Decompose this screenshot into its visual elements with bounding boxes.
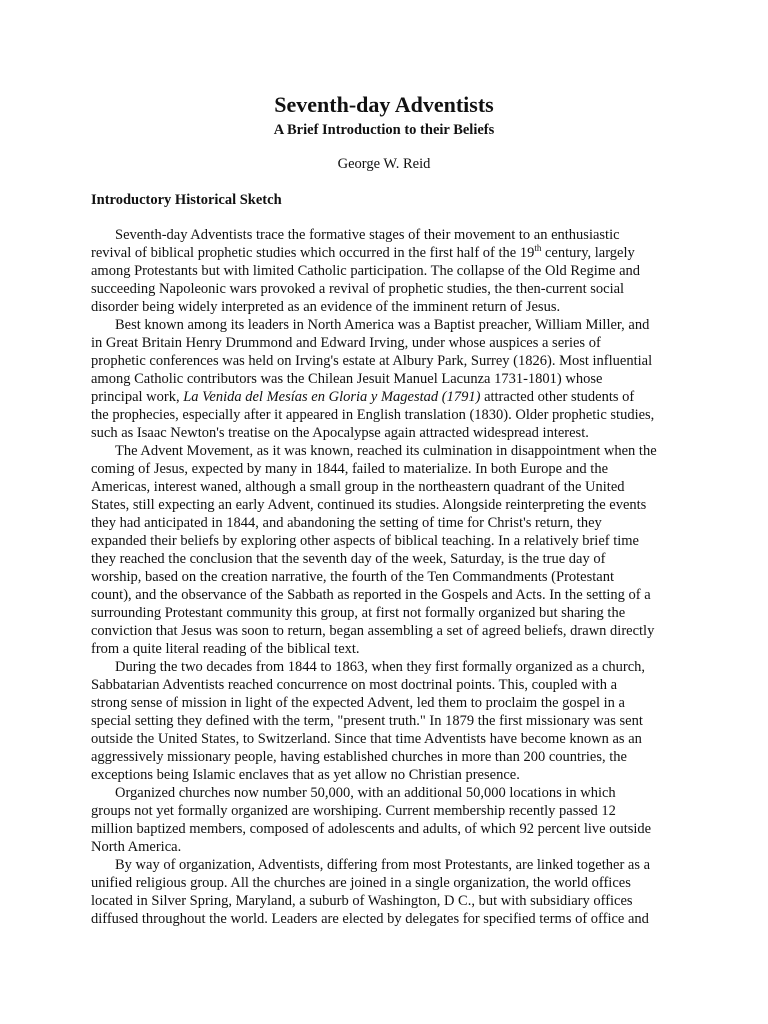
text-line: Seventh-day Adventists trace the formative stages of their movement to an enthusiastic [115, 227, 620, 243]
text-line [91, 388, 691, 406]
text-line: Americas, interest waned, although a small group in the northeastern quadrant of the United [91, 479, 625, 495]
text-line: coming of Jesus, expected by many in 1844, failed to materialize. In both Europe and the [91, 461, 609, 477]
text-line: outside the United States, to Switzerland. Since that time Adventists have become known as an [91, 731, 642, 747]
text-line: North America. [91, 839, 182, 855]
document-title: Seventh-day Adventists [274, 92, 494, 117]
document-author: George W. Reid [337, 156, 431, 172]
text-span: century, largely [541, 245, 635, 261]
italic-book-title: La Venida del Mesías en Gloria y Magestad (1791) [183, 389, 481, 405]
text-line: they had anticipated in 1844, and abandoning the setting of time for Christ's return, they [91, 515, 602, 531]
superscript: th [534, 243, 542, 253]
text-line: count), and the observance of the Sabbath as reported in the Gospels and Acts. In the setting of a [91, 587, 651, 603]
text-line: unified religious group. All the churches are joined in a single organization, the world offices [91, 875, 631, 891]
text-line: strong sense of mission in light of the expected Advent, led them to proclaim the gospel in a [91, 695, 625, 711]
text-line: surrounding Protestant community this group, at first not formally organized but sharing the [91, 605, 626, 621]
section-heading: Introductory Historical Sketch [91, 192, 282, 208]
text-span: attracted other students of [480, 389, 635, 405]
body-text [91, 226, 691, 928]
text-line: groups not yet formally organized are worshiping. Current membership recently passed 12 [91, 803, 616, 819]
text-line: Sabbatarian Adventists reached concurrence on most doctrinal points. This, coupled with a [91, 677, 618, 693]
text-line: During the two decades from 1844 to 1863, when they first formally organized as a church, [115, 659, 646, 675]
text-line: such as Isaac Newton's treatise on the Apocalypse again attracted widespread interest. [91, 425, 589, 441]
text-line: prophetic conferences was held on Irving's estate at Albury Park, Surrey (1826). Most influential [91, 353, 653, 369]
text-line: in Great Britain Henry Drummond and Edward Irving, under whose auspices a series of [91, 335, 601, 351]
text-line: exceptions being Islamic enclaves that as yet allow no Christian presence. [91, 767, 520, 783]
text-line: Organized churches now number 50,000, with an additional 50,000 locations in which [115, 785, 616, 801]
text-line: among Catholic contributors was the Chilean Jesuit Manuel Lacunza 1731-1801) whose [91, 371, 603, 387]
text-line: succeeding Napoleonic wars provoked a revival of prophetic studies, the then-current social [91, 281, 625, 297]
text-line: The Advent Movement, as it was known, reached its culmination in disappointment when the [115, 443, 657, 459]
text-line: million baptized members, composed of adolescents and adults, of which 92 percent live outside [91, 821, 652, 837]
text-line: located in Silver Spring, Maryland, a suburb of Washington, D C., but with subsidiary offices [91, 893, 633, 909]
text-line: among Protestants but with limited Catholic participation. The collapse of the Old Regime and [91, 263, 641, 279]
text-line: aggressively missionary people, having established churches in more than 200 countries, the [91, 749, 627, 765]
text-line: States, still expecting an early Advent, continued its studies. Alongside reinterpreting the events [91, 497, 647, 513]
text-line: conviction that Jesus was soon to return, began assembling a set of agreed beliefs, drawn directly [91, 623, 655, 639]
text-line: Best known among its leaders in North America was a Baptist preacher, William Miller, and [115, 317, 650, 333]
text-line: from a quite literal reading of the biblical text. [91, 641, 360, 657]
text-line: the prophecies, especially after it appeared in English translation (1830). Older prophetic studies, [91, 407, 655, 423]
text-line: diffused throughout the world. Leaders are elected by delegates for specified terms of office and [91, 911, 649, 927]
text-line: worship, based on the creation narrative, the fourth of the Ten Commandments (Protestant [91, 569, 614, 585]
text-span: principal work, [91, 389, 184, 405]
document-subtitle: A Brief Introduction to their Beliefs [273, 122, 495, 138]
text-span: revival of biblical prophetic studies which occurred in the first half of the 19 [91, 245, 535, 261]
text-line: disorder being widely interpreted as an evidence of the imminent return of Jesus. [91, 299, 561, 315]
text-line: expanded their beliefs by exploring other aspects of biblical teaching. In a relatively brief time [91, 533, 639, 549]
text-line: special setting they defined with the term, "present truth." In 1879 the first missionary was sent [91, 713, 643, 729]
text-line: By way of organization, Adventists, differing from most Protestants, are linked together as a [115, 857, 651, 873]
text-line: they reached the conclusion that the seventh day of the week, Saturday, is the true day of [91, 551, 606, 567]
text-line [91, 244, 691, 262]
